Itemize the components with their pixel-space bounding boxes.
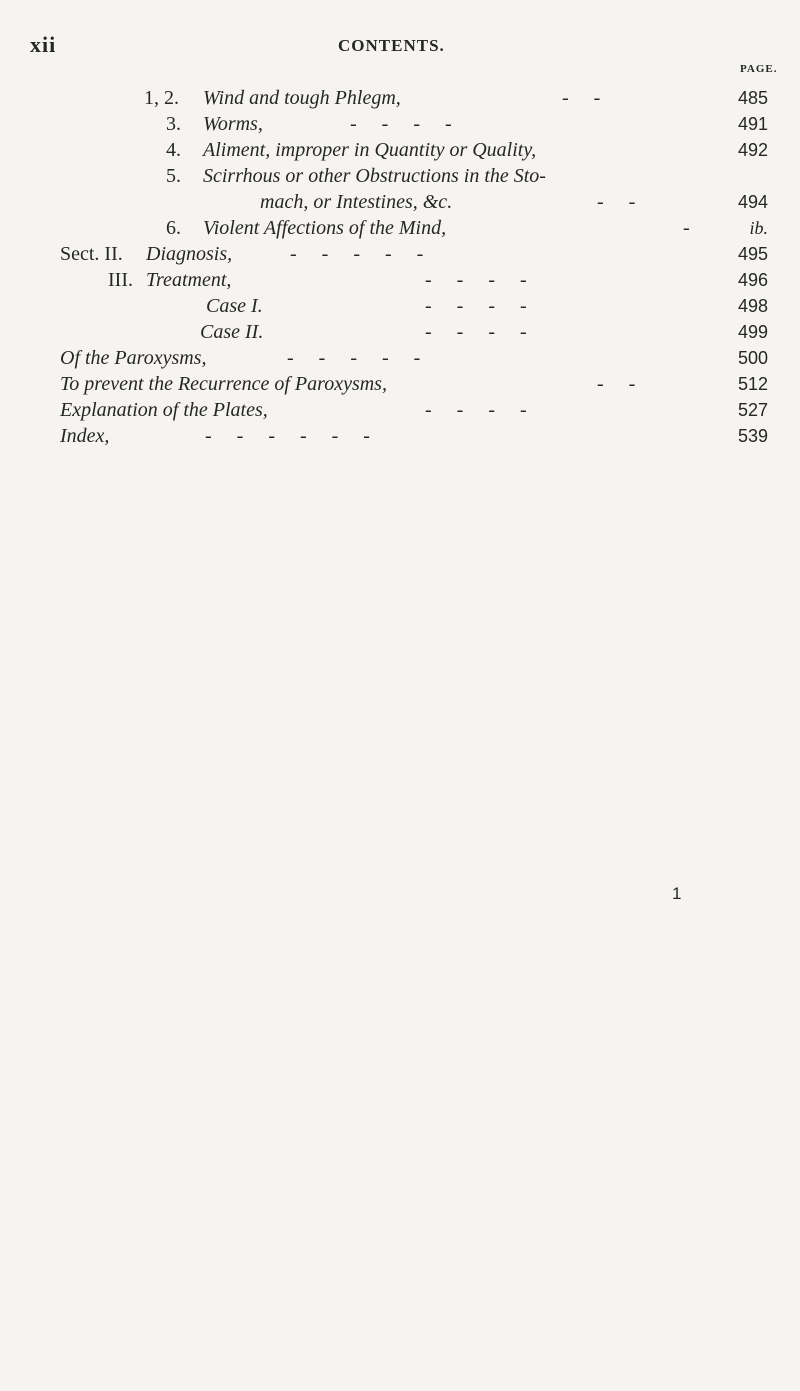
leader-dashes: - - bbox=[597, 191, 636, 213]
entry-title: Index, bbox=[60, 425, 110, 447]
leader-dashes: - - - - - bbox=[287, 347, 421, 369]
entry-page: 499 bbox=[737, 322, 768, 342]
page-column-label: PAGE. bbox=[740, 63, 778, 75]
entry-number: 6. bbox=[166, 217, 181, 239]
entry-page: 527 bbox=[737, 400, 768, 420]
entry-page: 512 bbox=[737, 374, 768, 394]
toc-entry bbox=[0, 320, 800, 344]
toc-entry bbox=[0, 86, 800, 110]
entry-page: ib. bbox=[749, 218, 768, 238]
leader-dashes: - - - - bbox=[425, 321, 527, 343]
toc-entry bbox=[0, 346, 800, 370]
entry-title: Case II. bbox=[200, 321, 264, 343]
toc-entry bbox=[0, 242, 800, 266]
entry-page: 539 bbox=[737, 426, 768, 446]
entry-page: 500 bbox=[737, 348, 768, 368]
entry-page: 498 bbox=[737, 296, 768, 316]
toc-entry bbox=[0, 294, 800, 318]
section-label: III. bbox=[108, 269, 133, 291]
entry-title: Worms, bbox=[203, 113, 263, 135]
leader-dashes: - - bbox=[597, 373, 636, 395]
toc-entry bbox=[0, 424, 800, 448]
entry-page: 485 bbox=[737, 88, 768, 108]
entry-title: mach, or Intestines, &c. bbox=[260, 191, 453, 213]
leader-dashes: - bbox=[683, 217, 690, 239]
entry-title: Violent Affections of the Mind, bbox=[203, 217, 447, 239]
section-label: Sect. II. bbox=[60, 243, 123, 265]
entry-page: 496 bbox=[737, 270, 768, 290]
toc-entry bbox=[0, 372, 800, 396]
entry-title: To prevent the Recurrence of Paroxysms, bbox=[60, 373, 387, 395]
leader-dashes: - - - - bbox=[425, 295, 527, 317]
signature-mark: 1 bbox=[672, 884, 682, 903]
leader-dashes: - - - - bbox=[350, 113, 452, 135]
entry-number: 3. bbox=[166, 113, 181, 135]
entry-number: 1, 2. bbox=[144, 87, 179, 109]
entry-title: Explanation of the Plates, bbox=[60, 399, 268, 421]
toc-entry bbox=[0, 216, 800, 240]
entry-title: Scirrhous or other Obstructions in the Sto- bbox=[203, 165, 546, 187]
entry-title: Of the Paroxysms, bbox=[60, 347, 207, 369]
entry-title: Case I. bbox=[206, 295, 263, 317]
leader-dashes: - - - - bbox=[425, 399, 527, 421]
toc-entry bbox=[0, 268, 800, 292]
entry-page: 495 bbox=[737, 244, 768, 264]
toc-entry bbox=[0, 398, 800, 422]
leader-dashes: - - - - - - bbox=[205, 425, 370, 447]
entry-title: Diagnosis, bbox=[146, 243, 233, 265]
running-title: CONTENTS. bbox=[338, 36, 445, 55]
entry-title: Aliment, improper in Quantity or Quality, bbox=[203, 139, 537, 161]
toc-entry bbox=[0, 112, 800, 136]
toc-entry bbox=[0, 190, 800, 214]
page-number: xii bbox=[30, 32, 57, 57]
leader-dashes: - - - - - bbox=[290, 243, 424, 265]
entry-number: 4. bbox=[166, 139, 181, 161]
entry-page: 491 bbox=[737, 114, 768, 134]
toc-entry bbox=[0, 138, 800, 162]
entry-title: Wind and tough Phlegm, bbox=[203, 87, 401, 109]
entry-number: 5. bbox=[166, 165, 181, 187]
entry-page: 494 bbox=[737, 192, 768, 212]
leader-dashes: - - bbox=[562, 87, 601, 109]
leader-dashes: - - - - bbox=[425, 269, 527, 291]
entry-title: Treatment, bbox=[146, 269, 232, 291]
entry-page: 492 bbox=[737, 140, 768, 160]
toc-entry bbox=[0, 164, 800, 188]
